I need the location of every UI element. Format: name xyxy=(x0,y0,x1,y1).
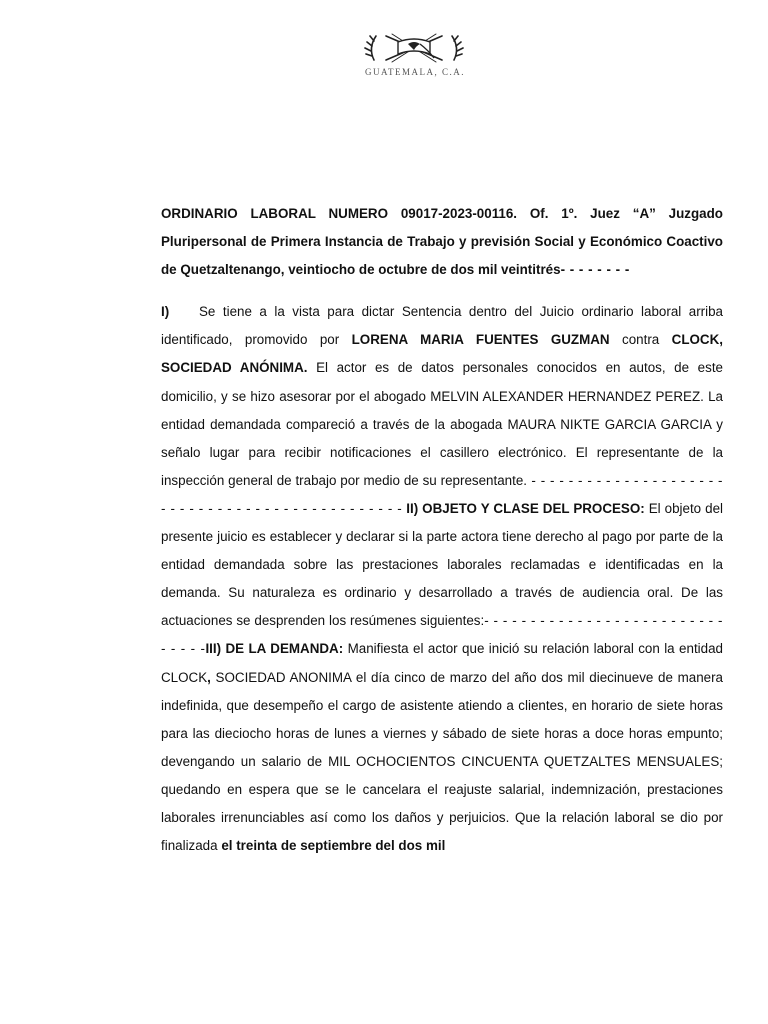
header-dashes: - - - - - - - - xyxy=(560,262,630,278)
seal-caption: GUATEMALA, C.A. xyxy=(365,67,465,77)
section-3-heading: III) DE LA DEMANDA: xyxy=(205,641,344,657)
section-1-paragraph xyxy=(161,298,723,860)
section-2-dashes: - - - - - - - - - - - - - - - - - - - - - - - - - - - - - - - xyxy=(161,613,723,657)
section-3-text-b: SOCIEDAD ANONIMA el día cinco de marzo del año dos mil diecinueve de manera indefinida, que desempeño el cargo de asistente atiendo a clientes, en horario de siete horas para las dieciocho horas de lunes a viernes y sábado de siete horas a doce horas empunto; devengando un salario de MIL OCHOCIENTOS CINCUENTA QUETZALTES MENSUALES; quedando en espera que se le cancelara el reajuste salarial, indemnización, prestaciones laborales irrenunciables así como los daños y perjuicios. Que la relación laboral se dio por finalizada xyxy=(161,669,723,854)
section-3-text-a: Manifiesta el actor que inició su relación laboral con la entidad CLOCK xyxy=(161,641,723,685)
national-seal xyxy=(364,30,464,90)
section-1-number: I) xyxy=(161,304,170,320)
section-1-text-c: El actor es de datos personales conocidos en autos, de este domicilio, y se hizo asesorar por el abogado MELVIN ALEXANDER HERNANDEZ PEREZ. La entidad demandada compareció a través de la abogada MAURA NIKTE GARCIA GARCIA y señalo lugar para recibir notificaciones el casillero electrónico. El representante de la inspección general de trabajo por medio de su representante. xyxy=(161,360,723,488)
defendant-name: CLOCK, SOCIEDAD ANÓNIMA. xyxy=(161,332,723,376)
guatemala-coat-of-arms-icon xyxy=(364,30,464,66)
plaintiff-name: LORENA MARIA FUENTES GUZMAN xyxy=(351,332,610,348)
case-header xyxy=(161,200,723,284)
section-2-text: El objeto del presente juicio es establecer y declarar si la parte actora tiene derecho al pago por parte de la entidad demandada sobre las prestaciones laborales reclamadas e identificadas en la demanda. Su naturaleza es ordinario y desarrollado a través de audiencia oral. De las actuaciones se desprenden los resúmenes siguientes: xyxy=(161,500,723,629)
section-1-text-b: contra xyxy=(609,332,672,348)
section-2-heading: II) OBJETO Y CLASE DEL PROCESO: xyxy=(406,500,645,516)
case-header-text: ORDINARIO LABORAL NUMERO 09017-2023-00116. Of. 1º. Juez “A” Juzgado Pluripersonal de Primera Instancia de Trabajo y previsión Social y Económico Coactivo de Quetzaltenango, veintiocho de octubre de dos mil veintitrés xyxy=(161,206,723,278)
document-body xyxy=(161,200,723,860)
section-1-text-a: Se tiene a la vista para dictar Sentencia dentro del Juicio ordinario laboral arriba identificado, promovido por xyxy=(161,304,723,348)
termination-date: el treinta de septiembre del dos mil xyxy=(221,838,446,854)
section-1-dashes: - - - - - - - - - - - - - - - - - - - - - - - - - - - - - - - - - - - - - - - - - - - - - - - xyxy=(161,472,723,516)
section-3-comma: , xyxy=(207,669,211,685)
